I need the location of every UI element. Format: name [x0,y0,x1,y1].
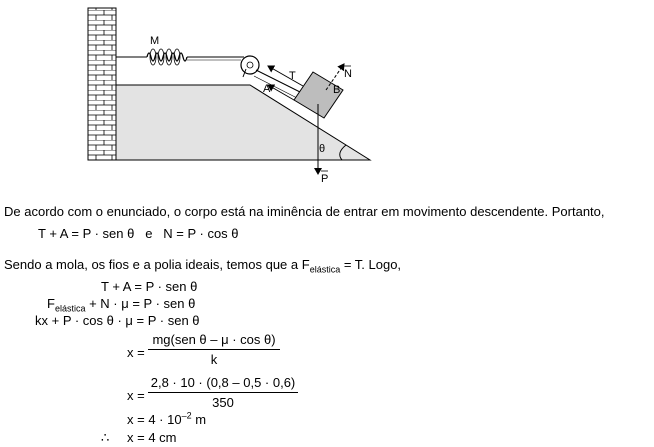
equation-1: T + A = P · sen θ e N = P · cos θ [38,226,239,241]
paragraph-2 [4,257,402,275]
derivation-line-4-text: x = 4 · 10 [127,412,182,427]
pulley [241,56,259,74]
physics-diagram [0,0,654,195]
fraction-1-numerator: mg(sen θ – μ · cos θ) [152,332,276,347]
derivation-line-2-sub: elástica [54,303,86,314]
derivation-line-1: T + A = P · sen θ [101,279,198,294]
paragraph-2-tail: = T. Logo, [340,257,402,272]
normal-label: N [344,68,352,80]
fraction-2-denominator: 350 [148,392,298,410]
paragraph-2-text: Sendo a mola, os fios e a polia ideais, temos que a F [4,257,310,272]
paragraph-2-subscript: elástica [309,264,341,275]
spring [147,53,187,61]
paragraph-1: De acordo com o enunciado, o corpo está na iminência de entrar em movimento descendente. Portanto, [4,204,605,219]
derivation-line-4-exponent: –2 [181,410,192,421]
brick-wall [88,8,116,160]
fraction-2 [148,375,298,410]
derivation-line-4 [127,412,206,427]
fraction-1-denominator: k [148,349,280,367]
fraction-2-lhs: x = [127,388,145,403]
block-label: B [333,84,341,96]
derivation-line-4-unit: m [191,412,207,427]
therefore-symbol: ∴ [101,430,110,445]
angle-label: θ [319,143,326,155]
fraction-1 [148,332,280,367]
tension-label: T [289,70,296,82]
derivation-line-2 [47,296,196,314]
friction-label: A [263,83,271,95]
spring-label: M [150,35,160,47]
fraction-1-lhs: x = [127,345,145,360]
derivation-line-2-f: F [47,296,55,311]
weight-label: P [321,173,329,185]
derivation-line-3: kx + P · cos θ · μ = P · sen θ [35,313,200,328]
final-answer: x = 4 cm [127,430,177,445]
tension-arrow [268,66,303,86]
fraction-2-numerator: 2,8 · 10 · (0,8 – 0,5 · 0,6) [150,375,296,390]
derivation-line-2-tail: + N · μ = P · sen θ [85,296,196,311]
